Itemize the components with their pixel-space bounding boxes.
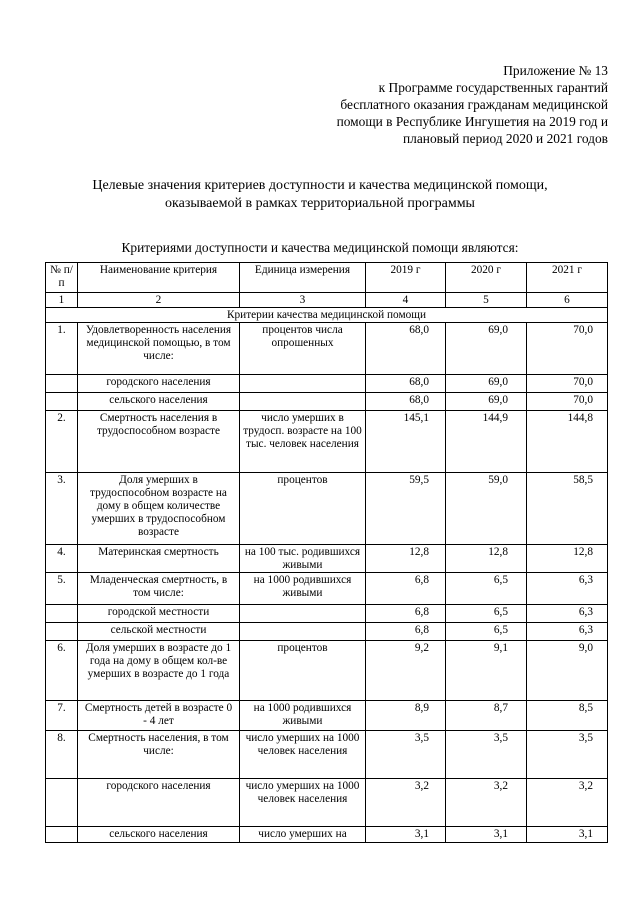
row-number <box>46 375 78 393</box>
criterion-name: городской местности <box>78 605 240 623</box>
appendix-line: бесплатного оказания гражданам медицинской <box>340 97 608 112</box>
row-number: 3. <box>46 473 78 545</box>
header-num: № п/п <box>46 263 78 293</box>
value-2021: 70,0 <box>527 375 608 393</box>
value-2021: 6,3 <box>527 573 608 605</box>
title-line: Целевые значения критериев доступности и качества медицинской помощи, <box>92 178 548 193</box>
value-2020: 3,2 <box>446 779 527 827</box>
column-number: 5 <box>446 293 527 308</box>
header-name: Наименование критерия <box>78 263 240 293</box>
value-2020: 69,0 <box>446 323 527 375</box>
table-row <box>46 573 608 605</box>
value-2020: 69,0 <box>446 393 527 411</box>
row-number: 2. <box>46 411 78 473</box>
table-row <box>46 641 608 701</box>
criterion-name: городского населения <box>78 375 240 393</box>
appendix-line: к Программе государственных гарантий <box>378 80 608 95</box>
criterion-name: Смертность населения, в том числе: <box>78 731 240 779</box>
unit-of-measure <box>240 375 366 393</box>
value-2021: 3,2 <box>527 779 608 827</box>
table-header-row <box>46 263 608 293</box>
criterion-name: Доля умерших в возрасте до 1 года на дому в общем кол-ве умерших в возрасте до 1 года <box>78 641 240 701</box>
value-2019: 8,9 <box>366 701 446 731</box>
row-number: 1. <box>46 323 78 375</box>
value-2019: 12,8 <box>366 545 446 573</box>
unit-of-measure: процентов <box>240 641 366 701</box>
value-2021: 70,0 <box>527 393 608 411</box>
value-2020: 3,1 <box>446 827 527 843</box>
value-2020: 69,0 <box>446 375 527 393</box>
row-number <box>46 393 78 411</box>
row-number <box>46 827 78 843</box>
unit-of-measure: число умерших на 1000 человек населения <box>240 779 366 827</box>
section-row <box>46 308 608 323</box>
table-row <box>46 605 608 623</box>
appendix-line: плановый период 2020 и 2021 годов <box>403 131 608 146</box>
header-unit: Единица измерения <box>240 263 366 293</box>
table-body <box>46 323 608 843</box>
section-title: Критерии качества медицинской помощи <box>46 308 608 323</box>
table-row <box>46 473 608 545</box>
value-2021: 9,0 <box>527 641 608 701</box>
unit-of-measure: число умерших на <box>240 827 366 843</box>
unit-of-measure: число умерших в трудосп. возрасте на 100 тыс. человек населения <box>240 411 366 473</box>
criterion-name: Материнская смертность <box>78 545 240 573</box>
header-2019: 2019 г <box>366 263 446 293</box>
value-2019: 68,0 <box>366 393 446 411</box>
row-number: 6. <box>46 641 78 701</box>
value-2020: 9,1 <box>446 641 527 701</box>
value-2021: 3,1 <box>527 827 608 843</box>
appendix-line: Приложение № 13 <box>503 63 608 78</box>
unit-of-measure: на 1000 родившихся живыми <box>240 701 366 731</box>
value-2019: 145,1 <box>366 411 446 473</box>
column-number: 3 <box>240 293 366 308</box>
table-row <box>46 375 608 393</box>
value-2021: 12,8 <box>527 545 608 573</box>
value-2019: 3,1 <box>366 827 446 843</box>
row-number: 7. <box>46 701 78 731</box>
row-number <box>46 605 78 623</box>
value-2019: 6,8 <box>366 605 446 623</box>
criterion-name: городского населения <box>78 779 240 827</box>
value-2020: 59,0 <box>446 473 527 545</box>
unit-of-measure: на 1000 родившихся живыми <box>240 573 366 605</box>
value-2019: 59,5 <box>366 473 446 545</box>
criterion-name: Смертность детей в возрасте 0 - 4 лет <box>78 701 240 731</box>
unit-of-measure: на 100 тыс. родившихся живыми <box>240 545 366 573</box>
criterion-name: Удовлетворенность населения медицинской помощью, в том числе: <box>78 323 240 375</box>
value-2021: 70,0 <box>527 323 608 375</box>
row-number: 8. <box>46 731 78 779</box>
row-number: 4. <box>46 545 78 573</box>
row-number <box>46 779 78 827</box>
value-2020: 3,5 <box>446 731 527 779</box>
table-row <box>46 411 608 473</box>
table-row <box>46 623 608 641</box>
column-number: 4 <box>366 293 446 308</box>
column-number: 6 <box>527 293 608 308</box>
value-2020: 6,5 <box>446 623 527 641</box>
criterion-name: сельской местности <box>78 623 240 641</box>
unit-of-measure: число умерших на 1000 человек населения <box>240 731 366 779</box>
header-2021: 2021 г <box>527 263 608 293</box>
table-row <box>46 393 608 411</box>
unit-of-measure <box>240 605 366 623</box>
criterion-name: Доля умерших в трудоспособном возрасте на дому в общем количестве умерших в трудоспособном возрасте <box>78 473 240 545</box>
value-2021: 8,5 <box>527 701 608 731</box>
document-title <box>0 177 640 213</box>
row-number <box>46 623 78 641</box>
value-2021: 6,3 <box>527 605 608 623</box>
value-2020: 6,5 <box>446 605 527 623</box>
unit-of-measure <box>240 623 366 641</box>
value-2021: 6,3 <box>527 623 608 641</box>
value-2021: 3,5 <box>527 731 608 779</box>
value-2019: 3,5 <box>366 731 446 779</box>
criterion-name: Младенческая смертность, в том числе: <box>78 573 240 605</box>
value-2020: 12,8 <box>446 545 527 573</box>
criterion-name: сельского населения <box>78 393 240 411</box>
value-2021: 144,8 <box>527 411 608 473</box>
value-2019: 68,0 <box>366 323 446 375</box>
table-caption: Критериями доступности и качества медицинской помощи являются: <box>121 240 519 255</box>
table-row <box>46 545 608 573</box>
value-2020: 6,5 <box>446 573 527 605</box>
value-2020: 144,9 <box>446 411 527 473</box>
column-number: 1 <box>46 293 78 308</box>
table-row <box>46 701 608 731</box>
value-2019: 68,0 <box>366 375 446 393</box>
value-2019: 6,8 <box>366 623 446 641</box>
criterion-name: Смертность населения в трудоспособном возрасте <box>78 411 240 473</box>
row-number: 5. <box>46 573 78 605</box>
value-2020: 8,7 <box>446 701 527 731</box>
header-2020: 2020 г <box>446 263 527 293</box>
value-2021: 58,5 <box>527 473 608 545</box>
unit-of-measure: процентов числа опрошенных <box>240 323 366 375</box>
title-line: оказываемой в рамках территориальной программы <box>165 196 475 211</box>
value-2019: 6,8 <box>366 573 446 605</box>
value-2019: 9,2 <box>366 641 446 701</box>
column-number-row <box>46 293 608 308</box>
unit-of-measure <box>240 393 366 411</box>
criterion-name: сельского населения <box>78 827 240 843</box>
table-row <box>46 779 608 827</box>
table-row <box>46 827 608 843</box>
criteria-table <box>45 262 608 843</box>
column-number: 2 <box>78 293 240 308</box>
table-row <box>46 731 608 779</box>
unit-of-measure: процентов <box>240 473 366 545</box>
appendix-header <box>337 62 608 147</box>
table-row <box>46 323 608 375</box>
value-2019: 3,2 <box>366 779 446 827</box>
appendix-line: помощи в Республике Ингушетия на 2019 год и <box>336 114 608 129</box>
